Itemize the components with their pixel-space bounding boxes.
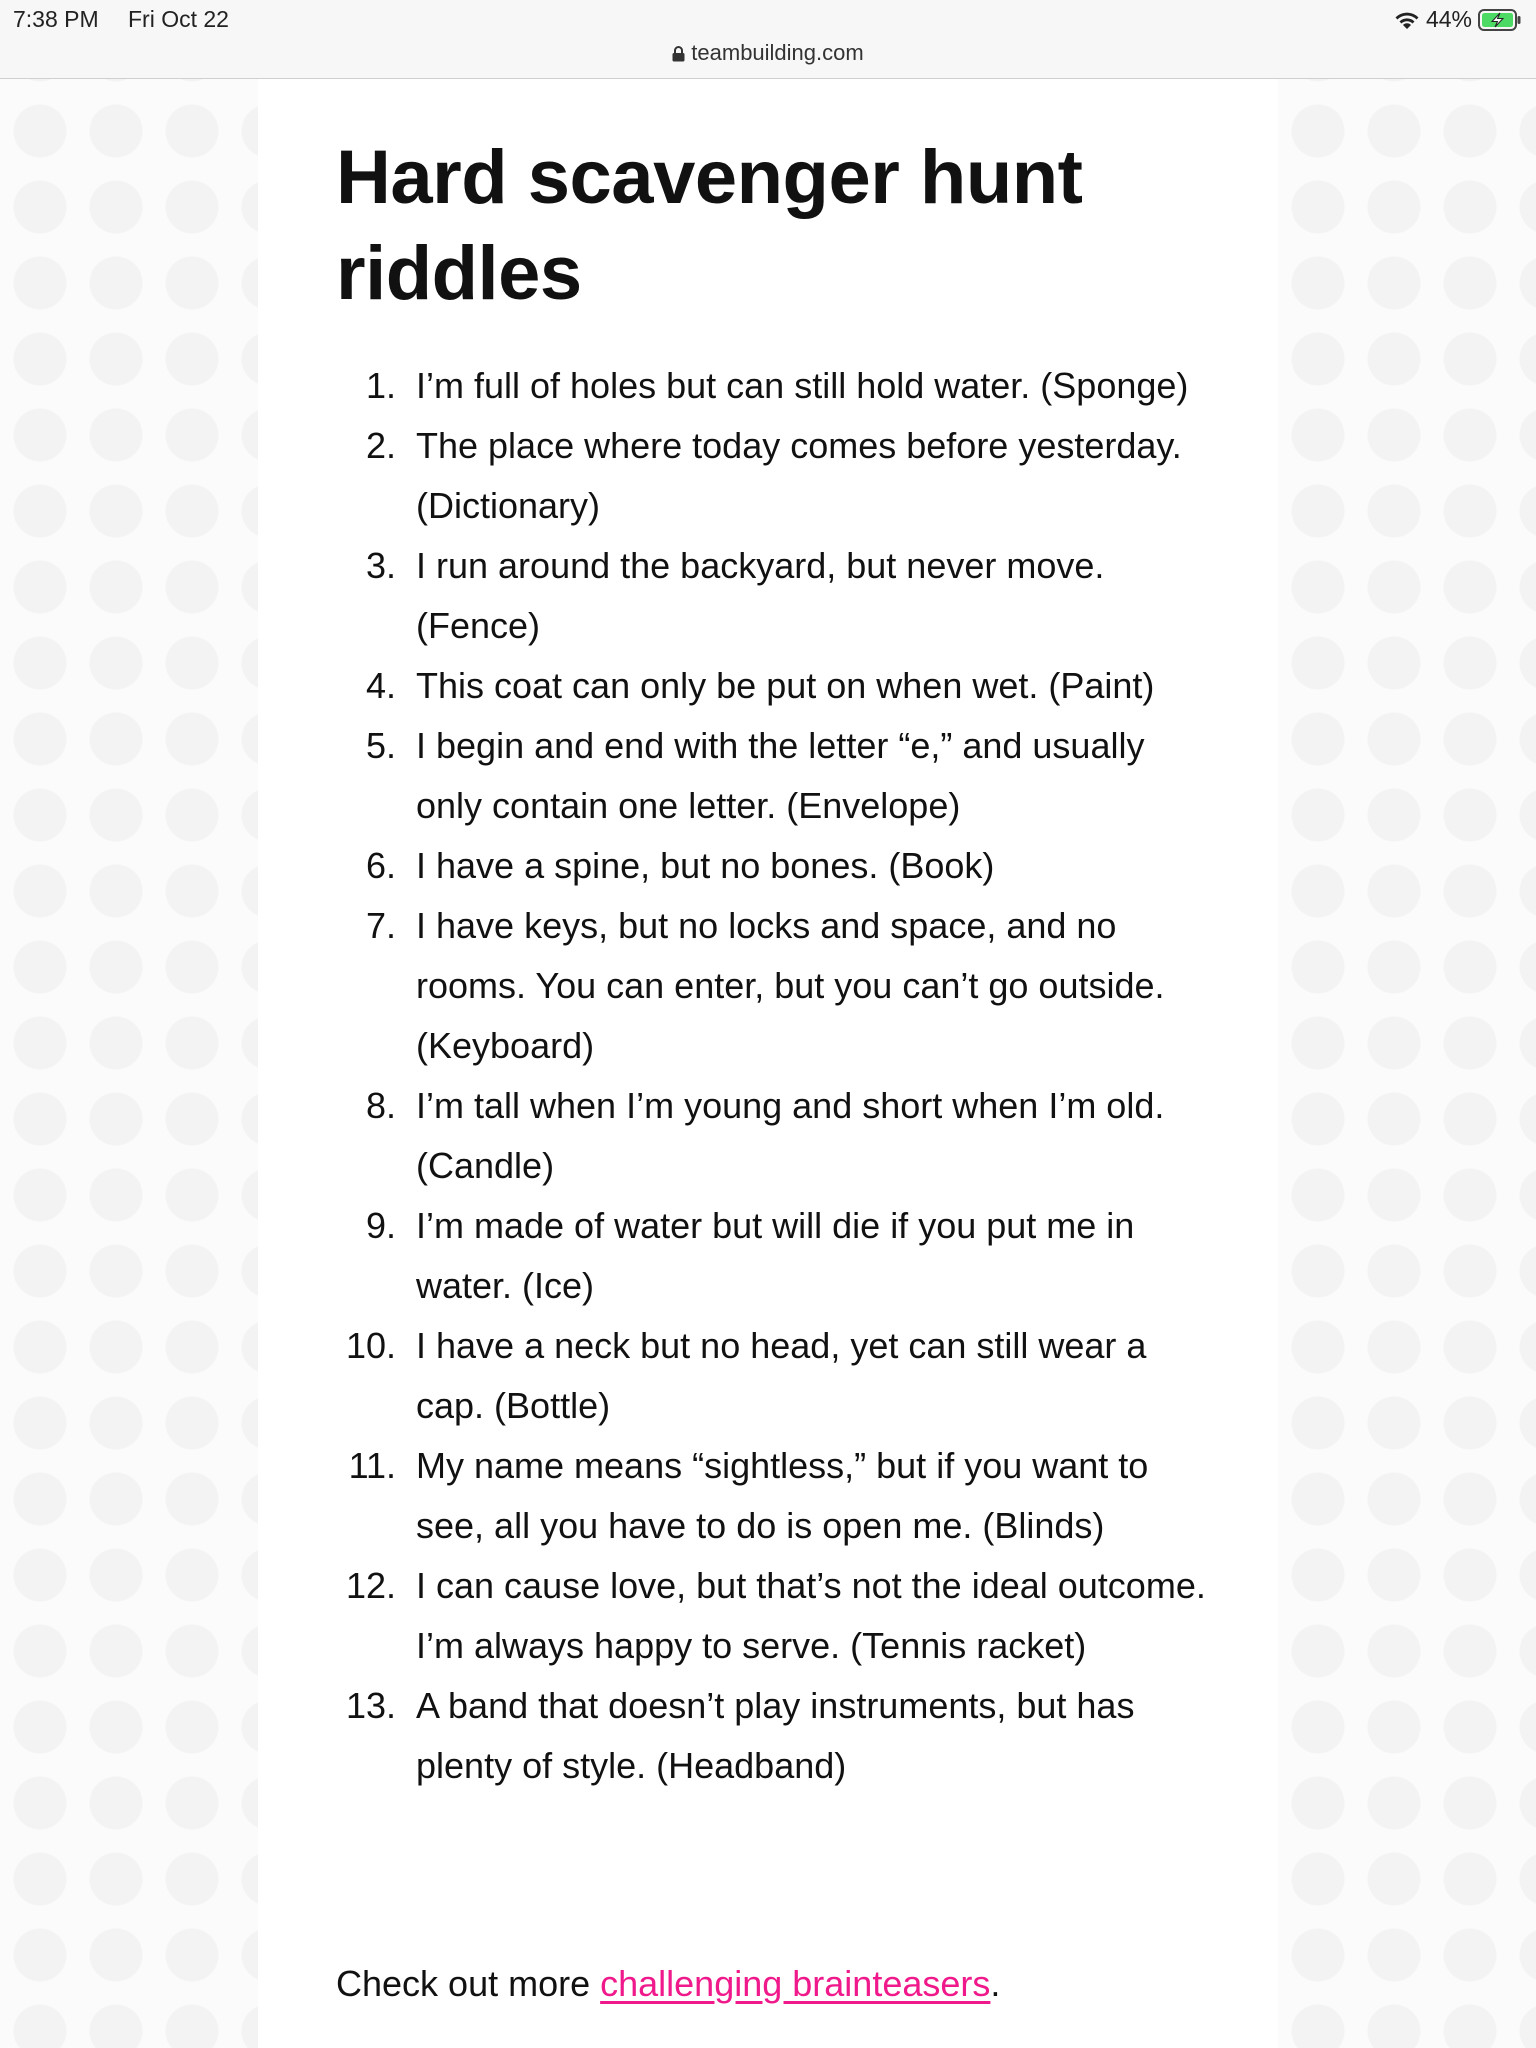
list-item-text: I run around the backyard, but never move. (Fence)	[416, 545, 1105, 646]
list-item-text: I can cause love, but that’s not the ideal outcome. I’m always happy to serve. (Tennis racket)	[416, 1565, 1206, 1666]
list-item	[336, 416, 1216, 536]
list-item-number: 7.	[365, 905, 396, 946]
list-item-text: My name means “sightless,” but if you want to see, all you have to do is open me. (Blinds)	[416, 1445, 1149, 1546]
article-title: Hard scavenger hunt riddles	[336, 135, 1083, 316]
list-item-text: I begin and end with the letter “e,” and usually only contain one letter. (Envelope)	[416, 725, 1145, 826]
lock-icon	[672, 42, 685, 68]
list-item-text: I have keys, but no locks and space, and no rooms. You can enter, but you can’t go outside. (Keyboard)	[416, 905, 1165, 1066]
list-item-number: 1.	[365, 365, 396, 406]
list-item-number: 2.	[365, 425, 396, 466]
list-item-number: 6.	[365, 845, 396, 886]
page-background-right	[1278, 79, 1536, 2048]
list-item-text: A band that doesn’t play instruments, but has plenty of style. (Headband)	[416, 1685, 1135, 1786]
list-item	[336, 656, 1216, 716]
list-item-number: 12.	[345, 1565, 396, 1606]
address-bar[interactable]	[0, 40, 1536, 68]
status-date: Fri Oct 22	[128, 6, 229, 32]
list-item-number: 10.	[345, 1325, 396, 1366]
list-item	[336, 1676, 1216, 1796]
list-item-number: 11.	[348, 1445, 396, 1486]
list-item	[336, 896, 1216, 1076]
battery-percent: 44%	[1425, 6, 1472, 32]
browser-top-bar	[0, 0, 1536, 79]
riddle-list	[336, 356, 1216, 1796]
battery-charging-icon	[1478, 9, 1522, 31]
list-item-number: 5.	[365, 725, 396, 766]
list-item-text: I have a spine, but no bones. (Book)	[416, 845, 995, 886]
list-item	[336, 1316, 1216, 1436]
list-item-text: I’m made of water but will die if you put me in water. (Ice)	[416, 1205, 1135, 1306]
list-item	[336, 1076, 1216, 1196]
list-item-text: I have a neck but no head, yet can still wear a cap. (Bottle)	[416, 1325, 1147, 1426]
list-item	[336, 1196, 1216, 1316]
list-item-text: This coat can only be put on when wet. (Paint)	[416, 665, 1155, 706]
list-item-number: 4.	[365, 665, 396, 706]
list-item	[336, 716, 1216, 836]
status-indicators	[1394, 6, 1522, 33]
list-item-number: 9.	[365, 1205, 396, 1246]
list-item	[336, 536, 1216, 656]
list-item-text: I’m full of holes but can still hold water. (Sponge)	[416, 365, 1189, 406]
url-text: teambuilding.com	[691, 40, 864, 65]
status-time: 7:38 PM	[13, 6, 99, 32]
footer-suffix: .	[990, 1963, 1001, 2004]
list-item-text: The place where today comes before yesterday. (Dictionary)	[416, 425, 1182, 526]
page-background-left	[0, 79, 258, 2048]
more-brainteasers-line	[336, 1954, 1000, 2014]
list-item	[336, 836, 1216, 896]
list-item	[336, 356, 1216, 416]
list-item	[336, 1436, 1216, 1556]
list-item	[336, 1556, 1216, 1676]
list-item-number: 8.	[365, 1085, 396, 1126]
challenging-brainteasers-link[interactable]: challenging brainteasers	[600, 1963, 991, 2004]
list-item-number: 13.	[345, 1685, 396, 1726]
footer-prefix: Check out more	[336, 1963, 601, 2004]
list-item-number: 3.	[365, 545, 396, 586]
wifi-icon	[1394, 10, 1420, 30]
list-item-text: I’m tall when I’m young and short when I’m old. (Candle)	[416, 1085, 1165, 1186]
